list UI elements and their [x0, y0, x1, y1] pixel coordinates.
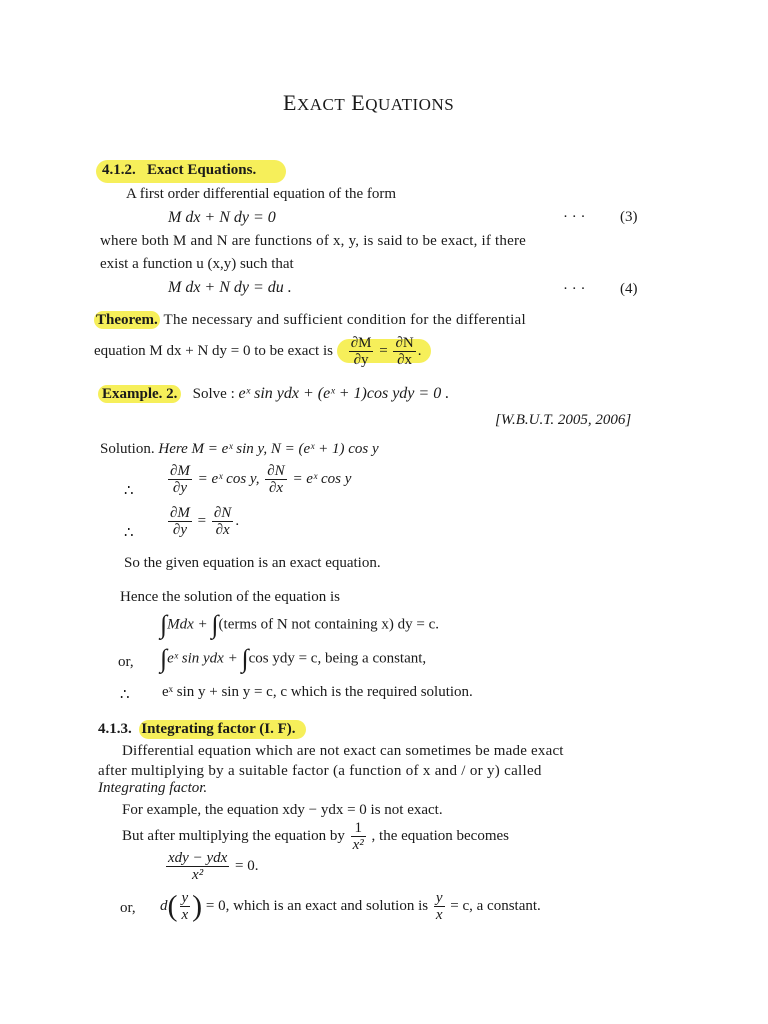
reference: [W.B.U.T. 2005, 2006] — [495, 412, 632, 428]
numerator: ∂M — [170, 463, 190, 479]
theorem-line-2 — [94, 335, 431, 368]
integral-sign: ∫ — [241, 644, 249, 673]
section-title: Exact Equations. — [147, 162, 257, 178]
fraction-equation — [164, 850, 258, 883]
fraction — [180, 890, 191, 923]
section-heading-4-1-3 — [98, 721, 306, 738]
equation-dots: · · · — [563, 209, 586, 225]
paragraph-line: Differential equation which are not exact can sometimes be made exact — [122, 743, 564, 759]
title-cap-2: E — [351, 90, 366, 115]
theorem-condition — [337, 335, 432, 368]
left-paren: ( — [167, 889, 178, 923]
equation-number: (3) — [620, 209, 638, 225]
numerator: xdy − ydx — [168, 850, 228, 866]
equation-3: M dx + N dy = 0 — [168, 209, 276, 226]
derivative-value: = eˣ cos y, — [197, 470, 260, 487]
text: But after multiplying the equation by — [122, 827, 345, 844]
paragraph-line: where both M and N are functions of x, y, is said to be exact, if there — [100, 233, 527, 249]
paragraph-line: So the given equation is an exact equation. — [124, 555, 381, 571]
fraction — [393, 335, 415, 368]
equation-dots: · · · — [563, 281, 586, 297]
equals-sign: = — [379, 342, 388, 359]
title-cap-1: E — [283, 90, 297, 115]
or-label: or, — [120, 900, 136, 916]
denominator: ∂x — [268, 480, 284, 496]
period: . — [235, 512, 240, 529]
paragraph-line: Integrating factor. — [98, 780, 208, 796]
denominator: x² — [192, 867, 204, 883]
paragraph-line: Hence the solution of the equation is — [120, 589, 340, 605]
solution-here: Here M = eˣ sin y, N = (eˣ + 1) cos y — [158, 441, 379, 457]
numerator: y — [181, 890, 189, 906]
section-title: Integrating factor (I. F). — [139, 720, 305, 739]
integral-line-2 — [160, 646, 426, 672]
fraction — [434, 890, 445, 923]
integral-term: cos ydy = c, being a constant, — [248, 650, 427, 667]
fraction — [351, 820, 366, 853]
multiply-line — [122, 820, 509, 853]
denominator: ∂x — [397, 352, 413, 368]
numerator: ∂M — [350, 335, 372, 351]
numerator: ∂N — [213, 505, 232, 521]
right-paren: ) — [192, 889, 203, 923]
denominator: ∂y — [172, 522, 187, 538]
rhs: = 0. — [235, 857, 259, 874]
d-symbol: d — [160, 897, 168, 914]
example-label: Example. 2. — [98, 385, 181, 403]
theorem-line-1 — [94, 312, 526, 329]
fraction — [349, 335, 374, 368]
numerator: ∂M — [170, 505, 190, 521]
title-rest-1: XACT — [296, 95, 346, 114]
theorem-text: The necessary and sufficient condition for the differential — [163, 312, 526, 328]
page-title — [283, 90, 454, 116]
differential-line — [160, 890, 541, 923]
denominator: ∂x — [215, 522, 230, 538]
derivative-value: = eˣ cos y — [292, 470, 352, 487]
fraction — [168, 505, 192, 538]
theorem-text: equation M dx + N dy = 0 to be exact is — [94, 342, 333, 359]
title-rest-2: QUATIONS — [365, 95, 455, 114]
solve-label: Solve : — [192, 386, 235, 402]
section-number: 4.1.2. — [102, 162, 136, 178]
paragraph-line: after multiplying by a suitable factor (a function of x and / or y) called — [98, 763, 542, 779]
denominator: ∂y — [353, 352, 369, 368]
paragraph-line: exist a function u (x,y) such that — [100, 256, 294, 272]
integral-line — [160, 612, 439, 638]
example-equation: eˣ sin ydx + (eˣ + 1)cos ydy = 0 . — [238, 385, 450, 402]
integral-sign: ∫ — [211, 610, 219, 639]
numerator: 1 — [351, 820, 366, 837]
text: = 0, which is an exact and solution is — [205, 897, 429, 914]
numerator: ∂N — [395, 335, 414, 351]
fraction — [212, 505, 233, 538]
integral-term: Mdx + — [167, 616, 208, 633]
text: , the equation becomes — [371, 827, 510, 844]
section-heading-4-1-2 — [96, 160, 286, 183]
numerator: ∂N — [267, 463, 285, 479]
therefore-symbol: ∴ — [124, 483, 134, 499]
solution-line — [100, 441, 379, 458]
therefore-symbol: ∴ — [120, 687, 130, 703]
integral-sign: ∫ — [160, 644, 168, 673]
integral-term: (terms of N not containing x) dy = c. — [218, 616, 440, 633]
final-solution: eˣ sin y + sin y = c, c which is the required solution. — [162, 684, 473, 700]
period: . — [417, 342, 422, 359]
text: = c, a constant. — [450, 897, 541, 914]
section-number: 4.1.3. — [98, 721, 132, 737]
denominator: x — [435, 907, 443, 923]
paragraph-line: A first order differential equation of the form — [126, 186, 397, 202]
paragraph-line: For example, the equation xdy − ydx = 0 is not exact. — [122, 802, 443, 818]
denominator: ∂y — [172, 480, 187, 496]
denominator: x — [181, 907, 189, 923]
integral-sign: ∫ — [160, 610, 168, 639]
equation-4: M dx + N dy = du . — [168, 279, 292, 296]
fraction — [166, 850, 229, 883]
derivative-line — [166, 463, 351, 496]
theorem-label: Theorem. — [96, 312, 158, 328]
or-label: or, — [118, 654, 134, 670]
integral-term: eˣ sin ydx + — [167, 650, 238, 667]
example-line — [98, 385, 449, 403]
denominator: x² — [352, 837, 364, 853]
therefore-symbol: ∴ — [124, 525, 134, 541]
equation-number: (4) — [620, 281, 638, 297]
numerator: y — [435, 890, 443, 906]
condition-line — [166, 505, 239, 538]
solution-label: Solution. — [100, 441, 155, 457]
fraction — [265, 463, 286, 496]
fraction — [168, 463, 192, 496]
equals-sign: = — [197, 512, 207, 529]
